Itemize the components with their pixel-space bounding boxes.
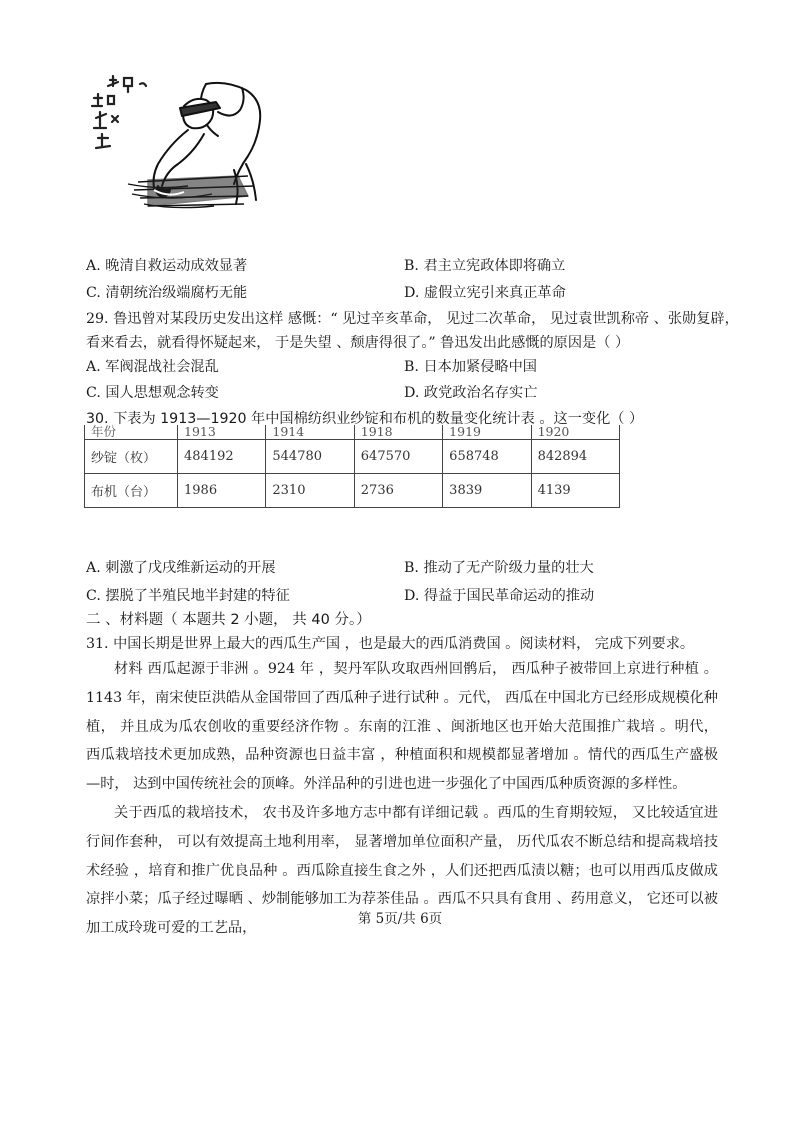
table-header-cell: 年份 <box>85 425 178 440</box>
q31-stem: 31. 中国长期是世界上最大的西瓜生产国 ，也是最大的西瓜消费国 。阅读材料， 完成下列要求。 <box>86 636 695 652</box>
water-lines <box>128 176 254 208</box>
table-header-cell: 1920 <box>531 425 619 440</box>
table-header-row <box>85 425 620 440</box>
q29-option-b: B. 日本加紧侵略中国 <box>404 359 537 375</box>
table-header-cell: 1919 <box>443 425 531 440</box>
table-cell: 3839 <box>443 474 531 508</box>
q30-statistics-table <box>84 425 620 508</box>
table-cell: 647570 <box>354 440 442 474</box>
q30-option-b: B. 推动了无产阶级力量的壮大 <box>404 560 594 576</box>
q28-option-a: A. 晚清自救运动成效显著 <box>86 258 248 274</box>
q28-option-d: D. 虚假立宪引来真正革命 <box>404 285 566 301</box>
q28-option-c: C. 清朝统治级端腐朽无能 <box>86 285 248 301</box>
q29-stem-line2: 看来看去，就看得怀疑起来， 于是失望 、颓唐得很了。” 鲁迅发出此感慨的原因是（ ） <box>86 335 630 351</box>
q30-stem: 30. 下表为 1913—1920 年中国棉纺织业纱锭和布机的数量变化统计表 。这一变化（ ） <box>86 411 644 427</box>
table-cell: 1986 <box>178 474 266 508</box>
table-cell: 纱锭（枚） <box>85 440 178 474</box>
table-cell: 544780 <box>266 440 354 474</box>
table-row <box>85 440 620 474</box>
q29-option-a: A. 军阀混战社会混乱 <box>86 359 219 375</box>
table-cell: 484192 <box>178 440 266 474</box>
table-cell: 4139 <box>531 474 619 508</box>
q30-option-a: A. 刺激了戊戌维新运动的开展 <box>86 560 276 576</box>
page-number: 第 5页/共 6页 <box>357 911 443 927</box>
table-cell: 2736 <box>354 474 442 508</box>
table-cell: 658748 <box>443 440 531 474</box>
table-header-cell: 1913 <box>178 425 266 440</box>
q29-stem-line1: 29. 鲁迅曾对某段历史发出这样 感慨：“ 见过辛亥革命， 见过二次革命， 见过袁世凯称帝 、张勋复辟， <box>86 311 739 327</box>
material-paragraph-1: 材料 西瓜起源于非洲 。924 年 ，契丹军队攻取西州回鹘后， 西瓜种子被带回上京进行种植 。1143 年，南宋使臣洪皓从金国带回了西瓜种子进行试种 。元代， 西瓜在中国北方已经形成规模化种植， 并且成为瓜农创收的重要经济作物 。东南的江淮 、闽浙地区也开始大范围推广栽培 。明代， 西瓜栽培技术更加成熟，品种资源也日益丰富 ，种植面积和规模都显著增加 。情代的西瓜生产盛极—时， 达到中国传统社会的顶峰。外洋品种的引进也进一步强化了中国西瓜种质资源的多样性。 <box>86 661 718 793</box>
table-cell: 2310 <box>266 474 354 508</box>
q29-option-d: D. 政党政治名存实亡 <box>404 385 538 401</box>
table-cell: 842894 <box>531 440 619 474</box>
q30-option-c: C. 摆脱了半殖民地半封建的特征 <box>86 588 290 604</box>
table-cell: 布机（台） <box>85 474 178 508</box>
q29-option-c: C. 国人思想观念转变 <box>86 385 219 401</box>
section-heading: 二 、材料题（ 本题共 2 小题， 共 40 分。） <box>86 612 371 628</box>
q30-option-d: D. 得益于国民革命运动的推动 <box>404 588 595 604</box>
table-row <box>85 474 620 508</box>
table-header-cell: 1918 <box>354 425 442 440</box>
table-header-cell: 1914 <box>266 425 354 440</box>
q31-material <box>86 655 718 943</box>
material-paragraph-2: 关于西瓜的栽培技术， 农书及许多地方志中都有详细记载 。西瓜的生育期较短， 又比较适宜进行间作套种， 可以有效提高土地利用率， 显著增加单位面积产量， 历代瓜农不断总结和提高栽培技术经验 ，培育和推广优良品种 。西瓜除直接生食之外 ，人们还把西瓜渍以糖；也可以用西瓜皮做成凉拌小菜；瓜子经过曝晒 、炒制能够加工为荐茶佳品 。西瓜不只具有食用 、药用意义， 它还可以被加工成玲珑可爱的工艺品， <box>86 804 718 937</box>
calligraphy-mark <box>92 76 146 148</box>
q28-option-b: B. 君主立宪政体即将确立 <box>404 258 566 274</box>
cartoon-illustration <box>88 72 266 224</box>
